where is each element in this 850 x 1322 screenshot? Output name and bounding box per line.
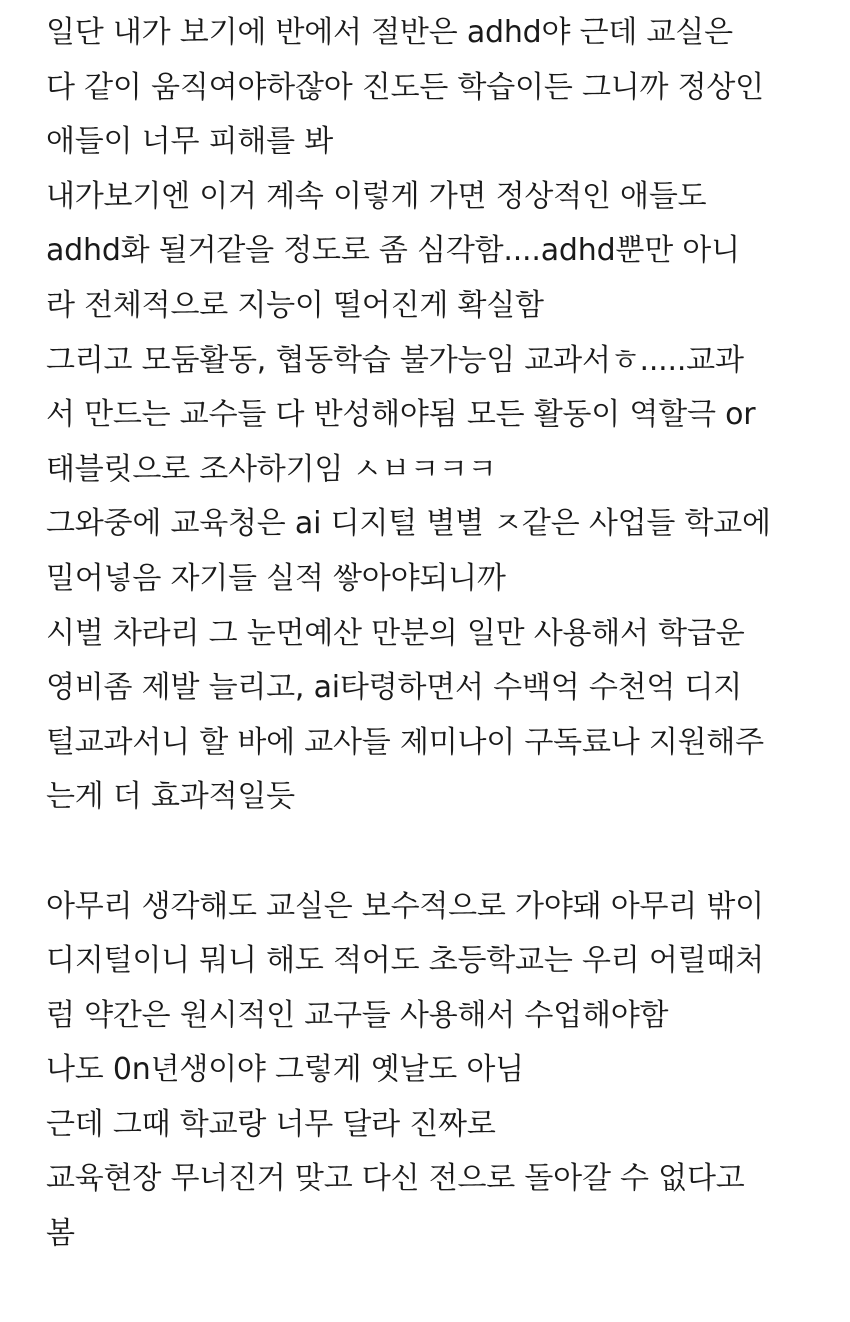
paragraph-2 [46, 880, 830, 1262]
text-line: 근데 그때 학교랑 너무 달라 진짜로 [46, 1106, 496, 1142]
text-line: 그와중에 교육청은 ai 디지털 별별 ㅈ같은 사업들 학교에 [46, 506, 771, 542]
text-line: 내가보기엔 이거 계속 이렇게 가면 정상적인 애들도 [46, 178, 707, 214]
text-line: 시벌 차라리 그 눈먼예산 만분의 일만 사용해서 학급운 [46, 615, 745, 651]
text-line: 라 전체적으로 지능이 떨어진게 확실함 [46, 287, 544, 323]
text-line: 다 같이 움직여야하잖아 진도든 학습이든 그니까 정상인 [46, 69, 764, 105]
text-line: 교육현장 무너진거 맞고 다신 전으로 돌아갈 수 없다고 [46, 1161, 745, 1197]
text-line: 애들이 너무 피해를 봐 [46, 124, 334, 160]
text-line: adhd화 될거같을 정도로 좀 심각함....adhd뿐만 아니 [46, 233, 740, 269]
text-line: 영비좀 제발 늘리고, ai타령하면서 수백억 수천억 디지 [46, 670, 743, 706]
text-line: 디지털이니 뭐니 해도 적어도 초등학교는 우리 어릴때처 [46, 943, 764, 979]
text-line: 밀어넣음 자기들 실적 쌓아야되니까 [46, 560, 506, 596]
text-line: 봄 [46, 1216, 75, 1252]
paragraph-spacer [46, 825, 830, 880]
text-line: 털교과서니 할 바에 교사들 제미나이 구독료나 지원해주 [46, 724, 764, 760]
text-line: 일단 내가 보기에 반에서 절반은 adhd야 근데 교실은 [46, 15, 733, 50]
text-line: 아무리 생각해도 교실은 보수적으로 가야돼 아무리 밖이 [46, 888, 764, 924]
text-line: 는게 더 효과적일듯 [46, 779, 295, 815]
text-line: 그리고 모둠활동, 협동학습 불가능임 교과서ㅎ.....교과 [46, 342, 744, 378]
text-line: 나도 0n년생이야 그렇게 옛날도 아님 [46, 1052, 524, 1088]
text-line: 태블릿으로 조사하기임 ㅅㅂㅋㅋㅋ [46, 451, 497, 487]
text-line: 럼 약간은 원시적인 교구들 사용해서 수업해야함 [46, 997, 669, 1033]
paragraph-1 [46, 6, 830, 825]
text-line: 서 만드는 교수들 다 반성해야됨 모든 활동이 역할극 or [46, 397, 756, 433]
